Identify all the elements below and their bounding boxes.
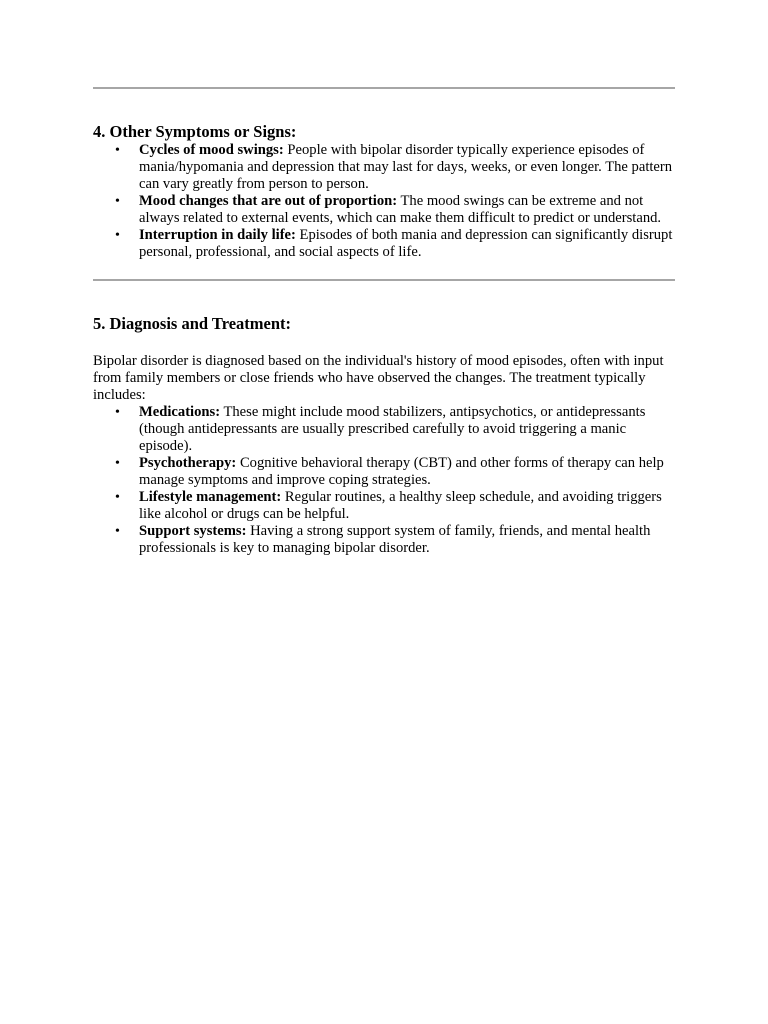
list-item-text: These might include mood stabilizers, antipsychotics, or antidepressants (though antidepressants are usually prescribed carefully to avoid triggering a manic episode). (139, 404, 646, 454)
diagnosis-intro-paragraph: Bipolar disorder is diagnosed based on the individual's history of mood episodes, often with input from family members or close friends who have observed the changes. The treatment typically includes: (93, 353, 664, 403)
list-item-text: People with bipolar disorder typically experience episodes of mania/hypomania and depression that may last for days, weeks, or even longer. The pattern can vary greatly from person to person. (139, 142, 673, 192)
list-item-term: Cycles of mood swings: (139, 142, 284, 158)
list-item-term: Support systems: (139, 523, 247, 539)
list-item-term: Mood changes that are out of proportion: (139, 193, 398, 209)
list-item (93, 455, 675, 489)
list-item-term: Interruption in daily life: (139, 227, 296, 243)
list-item-term: Medications: (139, 404, 221, 420)
list-item (93, 404, 675, 455)
bullet-icon: • (115, 524, 120, 539)
document-page (93, 0, 675, 557)
treatment-list (93, 404, 675, 557)
bullet-icon: • (115, 456, 120, 471)
symptoms-list (93, 142, 675, 261)
list-item (93, 227, 675, 261)
list-item (93, 523, 675, 557)
horizontal-rule (93, 279, 675, 281)
list-item-text: The mood swings can be extreme and not always related to external events, which can make them difficult to predict or understand. (139, 193, 662, 226)
list-item (93, 489, 675, 523)
bullet-icon: • (115, 228, 120, 243)
list-item (93, 142, 675, 193)
list-item-term: Psychotherapy: (139, 455, 237, 471)
section-heading-diagnosis: 5. Diagnosis and Treatment: (93, 314, 292, 333)
section-heading-symptoms: 4. Other Symptoms or Signs: (93, 122, 297, 141)
list-item-text: Regular routines, a healthy sleep schedule, and avoiding triggers like alcohol or drugs can be helpful. (139, 489, 662, 522)
horizontal-rule (93, 87, 675, 89)
list-item-text: Cognitive behavioral therapy (CBT) and other forms of therapy can help manage symptoms and improve coping strategies. (139, 455, 664, 488)
bullet-icon: • (115, 490, 120, 505)
list-item-text: Having a strong support system of family, friends, and mental health professionals is key to managing bipolar disorder. (139, 523, 651, 556)
list-item (93, 193, 675, 227)
bullet-icon: • (115, 405, 120, 420)
list-item-text: Episodes of both mania and depression can significantly disrupt personal, professional, and social aspects of life. (139, 227, 673, 260)
bullet-icon: • (115, 194, 120, 209)
bullet-icon: • (115, 143, 120, 158)
list-item-term: Lifestyle management: (139, 489, 282, 505)
